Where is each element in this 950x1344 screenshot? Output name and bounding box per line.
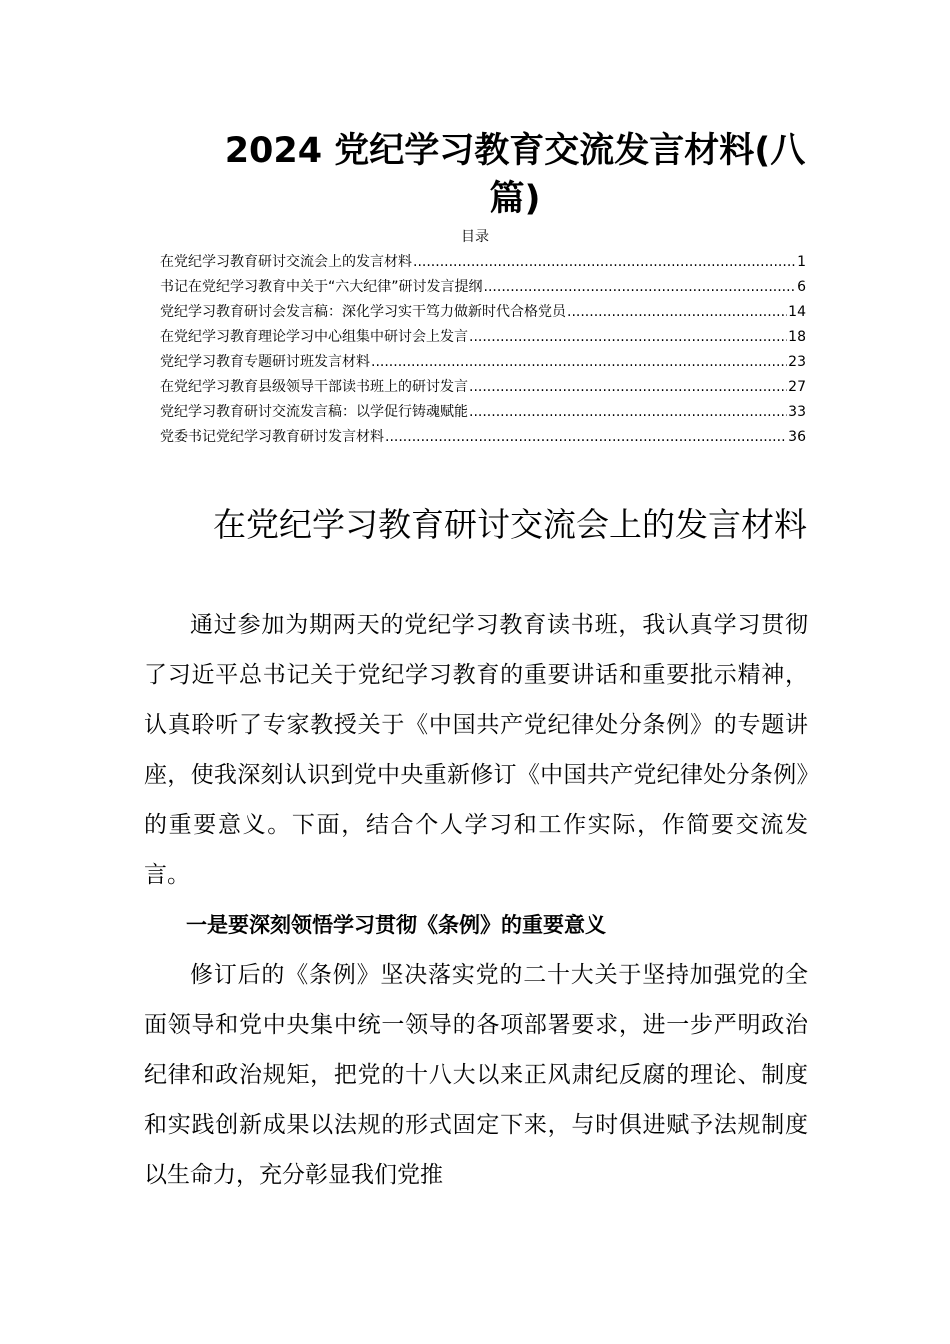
toc-leader-dots — [371, 350, 787, 375]
section-subheading: 一是要深刻领悟学习贯彻《条例》的重要意义 — [186, 913, 606, 937]
toc-entry-title: 党纪学习教育专题研讨班发言材料 — [160, 354, 370, 370]
toc-entry-page: 33 — [788, 404, 806, 420]
toc-entry[interactable] — [160, 325, 806, 350]
body-paragraph: 通过参加为期两天的党纪学习教育读书班，我认真学习贯彻了习近平总书记关于党纪学习教育的重要讲话和重要批示精神，认真聆听了专家教授关于《中国共产党纪律处分条例》的专题讲座，使我深刻认识到党中央重新修订《中国共产党纪律处分条例》的重要意义。下面，结合个人学习和工作实际，作简要交流发言。 — [144, 612, 808, 888]
toc-entry-page: 18 — [788, 329, 806, 345]
toc-entry-title: 在党纪学习教育研讨交流会上的发言材料 — [160, 254, 412, 270]
toc-leader-dots — [484, 275, 797, 300]
toc-entry[interactable] — [160, 425, 806, 450]
toc-entry[interactable] — [160, 350, 806, 375]
toc-leader-dots — [469, 400, 787, 425]
toc-entry-page: 14 — [788, 304, 806, 320]
toc-entry-title: 在党纪学习教育理论学习中心组集中研讨会上发言 — [160, 329, 468, 345]
body-paragraph: 修订后的《条例》坚决落实党的二十大关于坚持加强党的全面领导和党中央集中统一领导的各项部署要求，进一步严明政治纪律和政治规矩，把党的十八大以来正风肃纪反腐的理论、制度和实践创新成果以法规的形式固定下来，与时俱进赋予法规制度以生命力，充分彰显我们党推 — [144, 962, 808, 1188]
toc-entry[interactable] — [160, 250, 806, 275]
toc-entry-title: 党委书记党纪学习教育研讨发言材料 — [160, 429, 384, 445]
toc-entry[interactable] — [160, 300, 806, 325]
toc-entry-page: 27 — [788, 379, 806, 395]
toc-entry-title: 党纪学习教育研讨交流发言稿：以学促行铸魂赋能 — [160, 404, 468, 420]
toc-entry-page: 6 — [797, 279, 806, 295]
toc-entry-page: 1 — [797, 254, 806, 270]
toc-entry[interactable] — [160, 400, 806, 425]
toc-leader-dots — [385, 425, 787, 450]
toc-entry-title: 党纪学习教育研讨会发言稿：深化学习实干笃力做新时代合格党员 — [160, 304, 566, 320]
toc-entry-page: 36 — [788, 429, 806, 445]
toc-heading: 目录 — [461, 229, 489, 245]
section-body — [144, 600, 808, 1200]
toc-entry[interactable] — [160, 375, 806, 400]
document-title: 2024 党纪学习教育交流发言材料(八篇) — [224, 131, 806, 219]
toc-entry-page: 23 — [788, 354, 806, 370]
section-title: 在党纪学习教育研讨交流会上的发言材料 — [213, 505, 807, 544]
toc-entry-title: 书记在党纪学习教育中关于“六大纪律”研讨发言提纲 — [160, 279, 483, 295]
toc-leader-dots — [469, 375, 787, 400]
toc-entry-title: 在党纪学习教育县级领导干部读书班上的研讨发言 — [160, 379, 468, 395]
toc-leader-dots — [469, 325, 787, 350]
toc-entry[interactable] — [160, 275, 806, 300]
table-of-contents — [160, 250, 806, 450]
toc-leader-dots — [567, 300, 787, 325]
toc-leader-dots — [413, 250, 796, 275]
